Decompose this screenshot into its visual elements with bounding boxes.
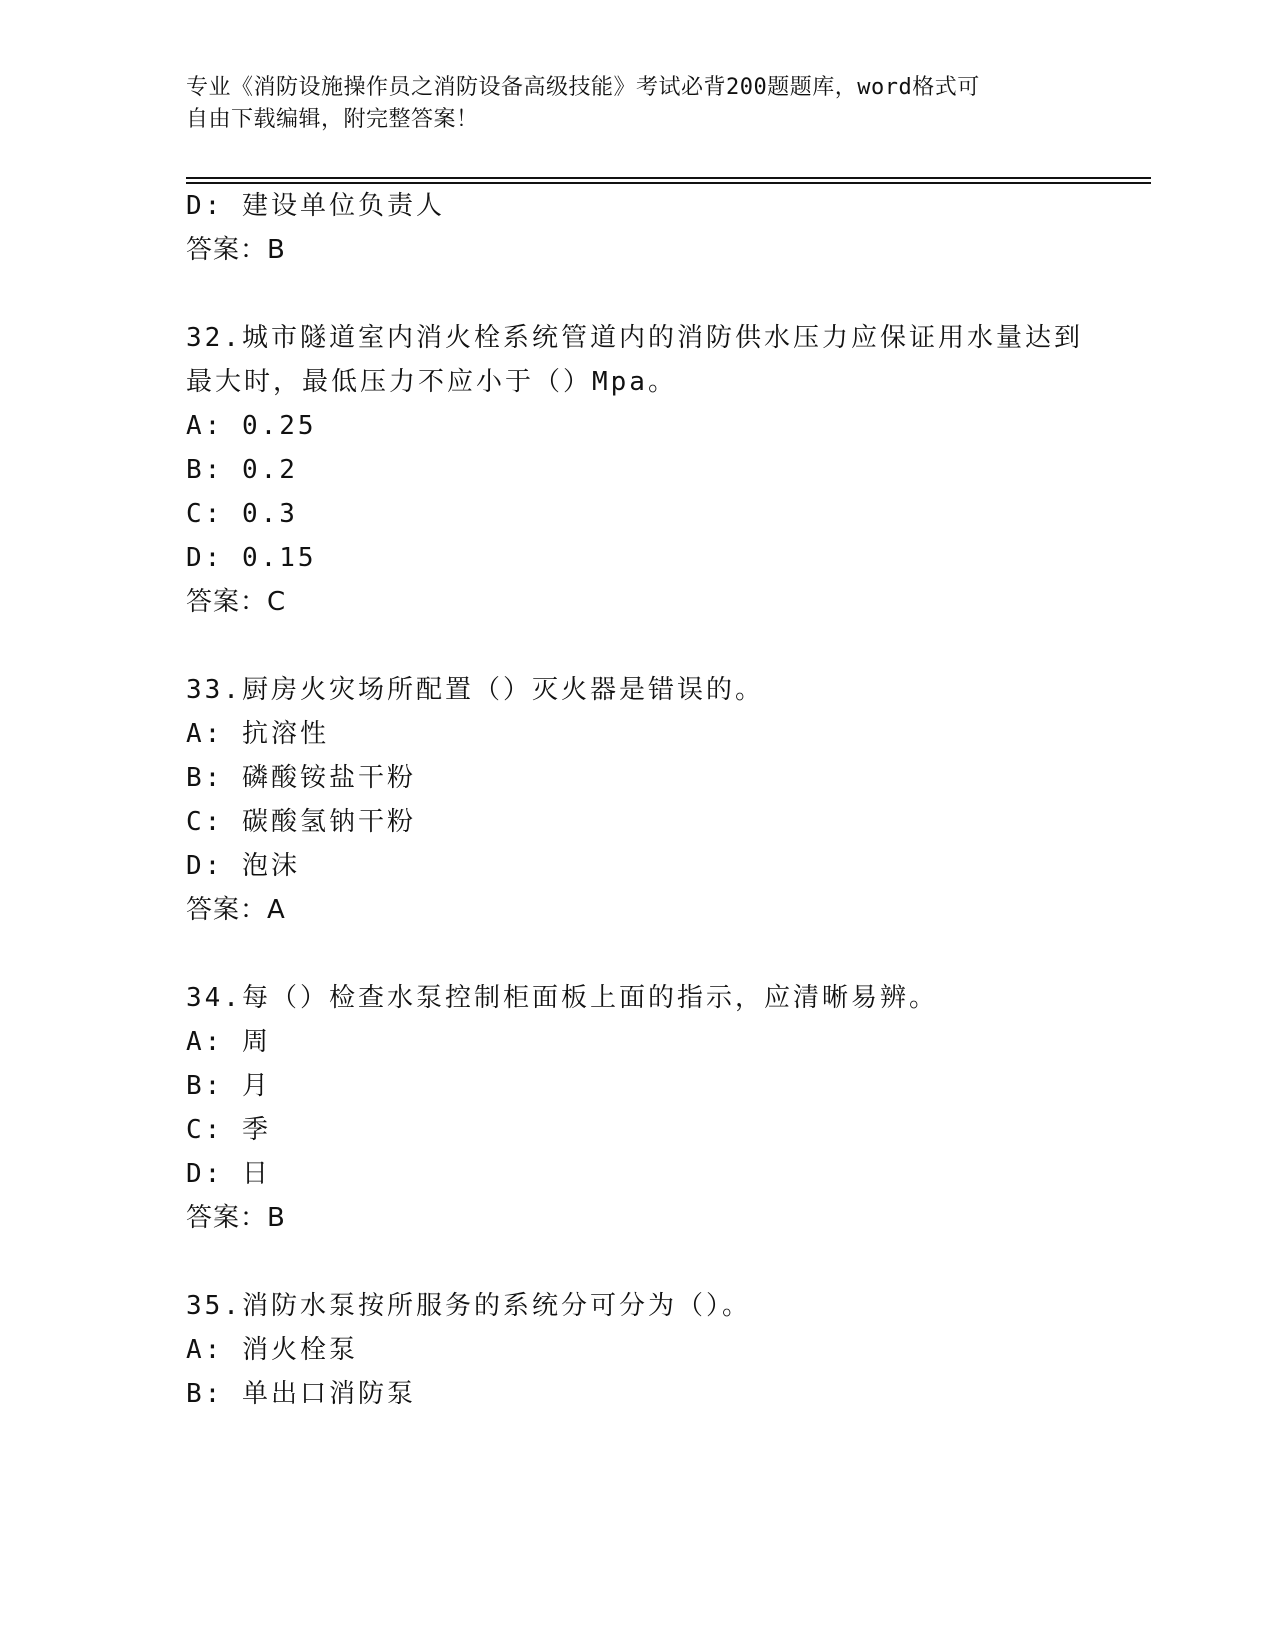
q35-stem: 35.消防水泵按所服务的系统分可分为（）。 [186,1291,751,1321]
header-divider-top [186,177,1151,179]
q34-option-a: A: 周 [186,1027,271,1057]
q34-answer: 答案：B [186,1203,286,1233]
q32-option-b: B: 0.2 [186,455,298,485]
q32-option-d: D: 0.15 [186,543,317,573]
prev-option-d: D: 建设单位负责人 [186,191,445,221]
q35-option-a: A: 消火栓泵 [186,1335,358,1365]
header-line-1: 专业《消防设施操作员之消防设备高级技能》考试必背200题题库，word格式可 [186,75,980,100]
q32-option-a: A: 0.25 [186,411,317,441]
q33-answer: 答案：A [186,895,286,925]
q32-option-c: C: 0.3 [186,499,298,529]
q32-stem-line-1: 32.城市隧道室内消火栓系统管道内的消防供水压力应保证用水量达到 [186,323,1083,353]
q32-answer: 答案：C [186,587,287,617]
q33-option-b: B: 磷酸铵盐干粉 [186,763,416,793]
document-header [186,72,1066,136]
header-line-2: 自由下载编辑，附完整答案！ [186,107,479,132]
q34-option-b: B: 月 [186,1071,271,1101]
header-divider-bottom [186,182,1151,184]
q34-option-d: D: 日 [186,1159,271,1189]
q33-option-d: D: 泡沫 [186,851,300,881]
q33-stem: 33.厨房火灾场所配置（）灭火器是错误的。 [186,675,764,705]
q34-stem: 34.每（）检查水泵控制柜面板上面的指示，应清晰易辨。 [186,983,938,1013]
q34-option-c: C: 季 [186,1115,271,1145]
q32-stem-line-2: 最大时，最低压力不应小于（）Mpa。 [186,367,677,397]
q35-option-b: B: 单出口消防泵 [186,1379,416,1409]
q33-option-c: C: 碳酸氢钠干粉 [186,807,416,837]
q33-option-a: A: 抗溶性 [186,719,329,749]
prev-answer: 答案：B [186,235,286,265]
